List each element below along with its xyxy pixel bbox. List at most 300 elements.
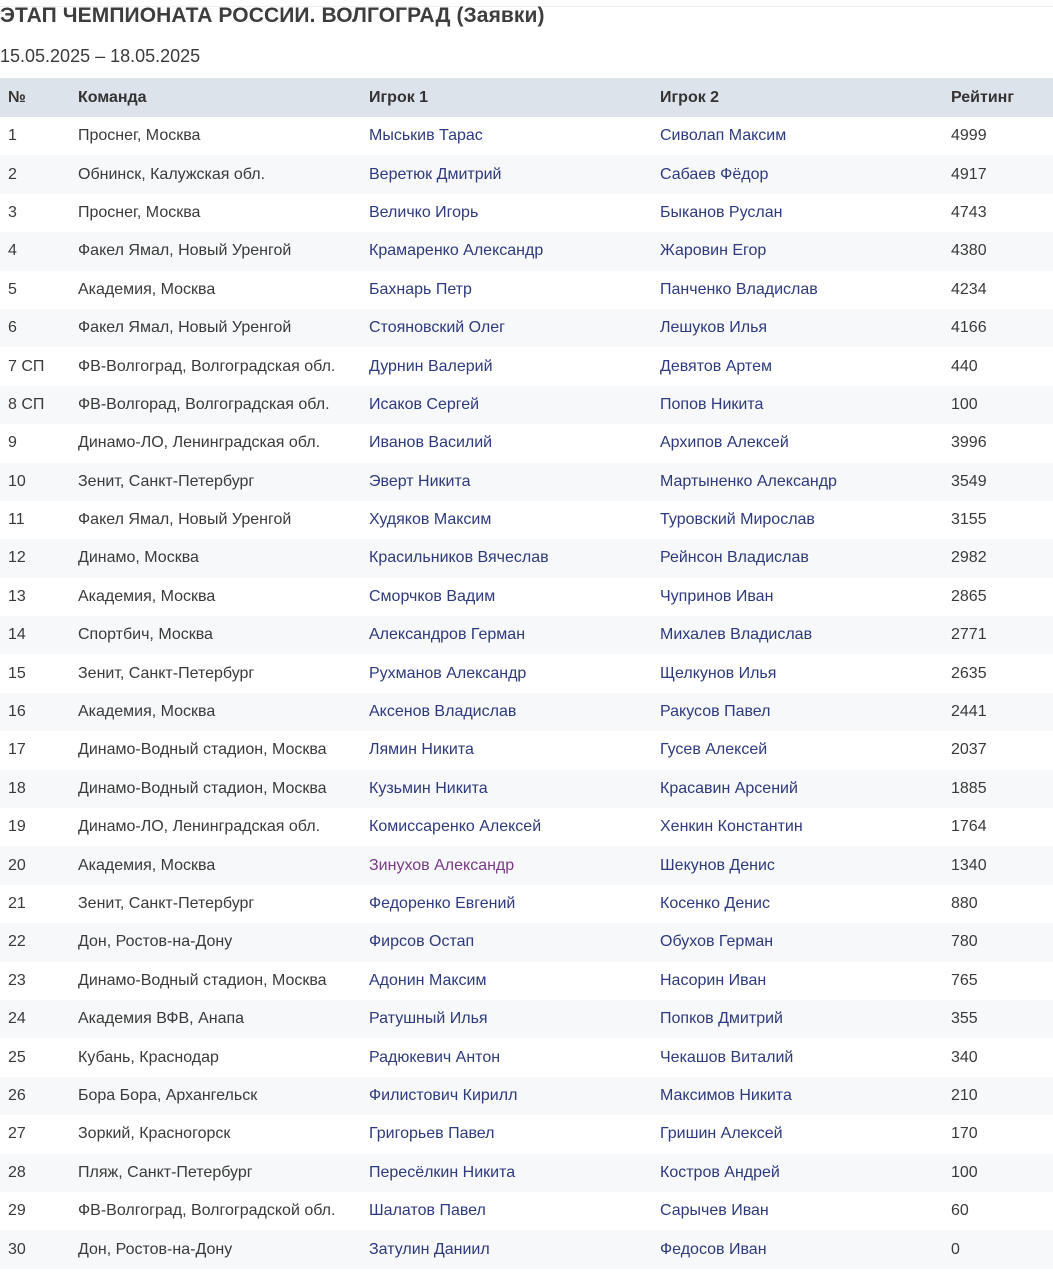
player2-cell [660,770,951,808]
row-number-text: 30 [8,1240,26,1258]
player2-link[interactable]: Рейнсон Владислав [660,549,809,567]
player2-cell [660,654,951,692]
player2-cell [660,463,951,501]
player1-link[interactable]: Григорьев Павел [369,1125,495,1143]
rating-value: 440 [951,357,978,375]
team-cell [78,1115,369,1153]
table-row [0,1154,1053,1192]
table-row [0,731,1053,769]
player2-cell [660,539,951,577]
row-number [0,1192,78,1230]
row-number-text: 14 [8,626,26,644]
row-number-text: 7 СП [8,357,45,375]
rating-cell [951,232,1053,270]
table-row [0,616,1053,654]
table-row [0,194,1053,232]
row-number [0,808,78,846]
player2-link[interactable]: Гусев Алексей [660,741,768,759]
player1-cell [369,1000,660,1038]
row-number-text: 2 [8,165,17,183]
player1-link[interactable]: Кузьмин Никита [369,779,488,797]
rating-cell [951,539,1053,577]
rating-value: 1885 [951,779,987,797]
table-row [0,1115,1053,1153]
team-name: Динамо-Водный стадион, Москва [78,741,327,759]
team-name: Обнинск, Калужская обл. [78,165,266,183]
team-name: Динамо, Москва [78,549,199,567]
rating-value: 2037 [951,741,987,759]
rating-cell [951,271,1053,309]
team-cell [78,693,369,731]
team-cell [78,424,369,462]
team-name: Динамо-Водный стадион, Москва [78,779,327,797]
player1-cell [369,155,660,193]
table-row [0,1192,1053,1230]
player1-link[interactable]: Комиссаренко Алексей [369,818,542,836]
table-row [0,424,1053,462]
row-number-text: 5 [8,280,17,298]
player1-link[interactable]: Аксенов Владислав [369,703,517,721]
rating-value: 4380 [951,242,987,260]
player2-cell [660,846,951,884]
player1-cell [369,1154,660,1192]
rating-cell [951,923,1053,961]
player2-link[interactable]: Михалев Владислав [660,626,813,644]
player1-cell [369,194,660,232]
player1-link[interactable]: Величко Игорь [369,203,479,221]
player2-cell [660,1115,951,1153]
player1-cell [369,386,660,424]
player2-link[interactable]: Чекашов Виталий [660,1048,794,1066]
row-number-text: 8 СП [8,395,45,413]
player1-link[interactable]: Мыськив Тарас [369,127,483,145]
player2-link[interactable]: Туровский Мирослав [660,511,815,529]
row-number [0,386,78,424]
row-number-text: 10 [8,472,26,490]
player2-cell [660,1000,951,1038]
rating-value: 4234 [951,280,987,298]
team-name: Зенит, Санкт-Петербург [78,472,255,490]
row-number-text: 9 [8,434,17,452]
row-number [0,962,78,1000]
row-number-text: 27 [8,1125,26,1143]
team-cell [78,386,369,424]
player1-link[interactable]: Красильников Вячеслав [369,549,549,567]
player2-link[interactable]: Насорин Иван [660,971,767,989]
player2-cell [660,232,951,270]
team-cell [78,578,369,616]
rating-value: 880 [951,895,978,912]
team-cell [78,731,369,769]
rating-cell [951,1154,1053,1192]
player2-link[interactable]: Быканов Руслан [660,203,783,221]
team-cell [78,1192,369,1230]
player1-cell [369,1038,660,1076]
rating-value: 1340 [951,856,987,874]
row-number-text: 28 [8,1163,26,1181]
row-number-text: 22 [8,933,26,951]
table-row [0,846,1053,884]
rating-value: 355 [951,1010,978,1028]
row-number-text: 15 [8,664,26,682]
row-number [0,271,78,309]
rating-cell [951,117,1053,155]
rating-value: 210 [951,1086,978,1104]
table-row [0,309,1053,347]
event-dates: 15.05.2025 – 18.05.2025 [0,46,201,66]
player1-cell [369,731,660,769]
rating-cell [951,693,1053,731]
rating-value: 4166 [951,319,987,337]
row-number [0,923,78,961]
team-cell [78,501,369,539]
team-cell [78,117,369,155]
row-number [0,731,78,769]
row-number-text: 19 [8,818,26,836]
table-row [0,386,1053,424]
row-number [0,770,78,808]
team-cell [78,808,369,846]
player2-cell [660,309,951,347]
row-number [0,693,78,731]
table-row [0,885,1053,923]
row-number [0,1077,78,1115]
player2-link[interactable]: Щелкунов Илья [660,664,777,682]
rating-value: 780 [951,933,978,951]
team-cell [78,271,369,309]
player1-link[interactable]: Александров Герман [369,626,526,644]
team-name: Зенит, Санкт-Петербург [78,664,255,682]
team-name: ФВ-Волгоград, Волгоградская обл. [78,357,336,375]
team-name: Зенит, Санкт-Петербург [78,895,255,912]
row-number-text: 29 [8,1202,26,1220]
row-number-text: 13 [8,587,26,605]
team-cell [78,1077,369,1115]
rating-cell [951,770,1053,808]
team-cell [78,155,369,193]
row-number [0,654,78,692]
row-number [0,424,78,462]
player2-cell [660,194,951,232]
player1-link[interactable]: Адонин Максим [369,971,487,989]
player1-link[interactable]: Радюкевич Антон [369,1048,501,1066]
player1-cell [369,846,660,884]
page-title: ЭТАП ЧЕМПИОНАТА РОССИИ. ВОЛГОГРАД (Заявки) [0,4,545,27]
team-name: Академия, Москва [78,703,216,721]
player1-link[interactable]: Сморчков Вадим [369,587,496,605]
player2-link[interactable]: Косенко Денис [660,895,770,912]
player2-link[interactable]: Ракусов Павел [660,703,771,721]
player1-link[interactable]: Рухманов Александр [369,664,527,682]
team-name: Кубань, Краснодар [78,1048,219,1066]
team-cell [78,1000,369,1038]
player1-link[interactable]: Иванов Василий [369,434,493,452]
rating-cell [951,501,1053,539]
player1-cell [369,1115,660,1153]
row-number-text: 6 [8,319,17,337]
rating-value: 4743 [951,203,987,221]
player1-cell [369,1077,660,1115]
player1-link[interactable]: Эверт Никита [369,472,471,490]
row-number [0,1038,78,1076]
player1-cell [369,578,660,616]
rating-value: 2771 [951,626,987,644]
player2-cell [660,1154,951,1192]
player1-link[interactable]: Ратушный Илья [369,1010,488,1028]
team-name: Зоркий, Красногорск [78,1125,231,1143]
player1-cell [369,1230,660,1268]
table-row [0,654,1053,692]
player2-cell [660,501,951,539]
team-name: Факел Ямал, Новый Уренгой [78,511,292,529]
player1-link[interactable]: Шалатов Павел [369,1202,486,1220]
player2-link[interactable]: Девятов Артем [660,357,772,375]
team-cell [78,846,369,884]
team-cell [78,463,369,501]
player1-link[interactable]: Крамаренко Александр [369,242,544,260]
row-number-text: 21 [8,895,26,912]
team-cell [78,923,369,961]
player1-link[interactable]: Зинухов Александр [369,856,515,874]
player2-link[interactable]: Сиволап Максим [660,127,787,145]
player2-cell [660,1077,951,1115]
player2-link[interactable]: Панченко Владислав [660,280,818,298]
player1-cell [369,424,660,462]
player1-cell [369,962,660,1000]
table-row [0,693,1053,731]
row-number-text: 24 [8,1010,26,1028]
team-name: Академия, Москва [78,856,216,874]
player1-cell [369,463,660,501]
team-name: Дон, Ростов-на-Дону [78,1240,233,1258]
rating-cell [951,155,1053,193]
row-number [0,309,78,347]
table-row [0,578,1053,616]
team-name: Академия, Москва [78,280,216,298]
rating-cell [951,463,1053,501]
player2-link[interactable]: Архипов Алексей [660,434,789,452]
player1-link[interactable]: Федоренко Евгений [369,895,516,912]
player2-link[interactable]: Максимов Никита [660,1086,792,1104]
table-row [0,1077,1053,1115]
player2-link[interactable]: Сарычев Иван [660,1202,769,1220]
player1-cell [369,693,660,731]
table-row [0,923,1053,961]
player1-link[interactable]: Веретюк Дмитрий [369,165,502,183]
rating-value: 2441 [951,703,987,721]
team-cell [78,962,369,1000]
player1-link[interactable]: Стояновский Олег [369,319,505,337]
team-name: Проснег, Москва [78,203,201,221]
team-name: Факел Ямал, Новый Уренгой [78,319,292,337]
rating-value: 3549 [951,472,987,490]
rating-cell [951,654,1053,692]
rating-cell [951,578,1053,616]
table-row [0,808,1053,846]
player2-link[interactable]: Федосов Иван [660,1240,767,1258]
team-cell [78,539,369,577]
player2-cell [660,1038,951,1076]
player2-cell [660,386,951,424]
team-cell [78,309,369,347]
table-row [0,539,1053,577]
row-number-text: 17 [8,741,26,759]
player1-link[interactable]: Лямин Никита [369,741,474,759]
player2-cell [660,923,951,961]
table-row [0,347,1053,385]
row-number-text: 16 [8,703,26,721]
team-cell [78,1154,369,1192]
row-number [0,194,78,232]
rating-cell [951,731,1053,769]
player2-cell [660,808,951,846]
rating-value: 765 [951,971,978,989]
player2-cell [660,1230,951,1268]
player2-link[interactable]: Мартыненко Александр [660,472,837,490]
player1-cell [369,770,660,808]
player2-link[interactable]: Шекунов Денис [660,856,775,874]
player1-link[interactable]: Бахнарь Петр [369,280,472,298]
player2-link[interactable]: Красавин Арсений [660,779,798,797]
player2-cell [660,616,951,654]
player2-cell [660,885,951,923]
team-cell [78,1038,369,1076]
team-name: Динамо-ЛО, Ленинградская обл. [78,434,321,452]
row-number-text: 26 [8,1086,26,1104]
player1-cell [369,232,660,270]
row-number [0,155,78,193]
player2-cell [660,347,951,385]
player1-cell [369,808,660,846]
team-cell [78,1230,369,1268]
entries-table [0,78,1053,1269]
table-row [0,232,1053,270]
row-number [0,1115,78,1153]
rating-value: 100 [951,1163,978,1181]
row-number-text: 12 [8,549,26,567]
team-name: Динамо-Водный стадион, Москва [78,971,327,989]
team-cell [78,770,369,808]
player1-link[interactable]: Исаков Сергей [369,395,480,413]
rating-cell [951,1038,1053,1076]
table-row [0,463,1053,501]
rating-value: 2982 [951,549,987,567]
rating-cell [951,846,1053,884]
table-row [0,962,1053,1000]
row-number-text: 4 [8,242,17,260]
row-number [0,501,78,539]
row-number [0,846,78,884]
row-number [0,1230,78,1268]
table-row [0,1038,1053,1076]
rating-cell [951,808,1053,846]
rating-cell [951,1230,1053,1268]
rating-cell [951,194,1053,232]
player2-link[interactable]: Жаровин Егор [660,242,767,260]
rating-value: 340 [951,1048,978,1066]
row-number [0,117,78,155]
rating-value: 3155 [951,511,987,529]
player2-link[interactable]: Костров Андрей [660,1163,780,1181]
column-header-team: Команда [78,88,147,106]
team-name: Спортбич, Москва [78,626,213,644]
team-name: Бора Бора, Архангельск [78,1086,258,1104]
row-number [0,463,78,501]
player1-link[interactable]: Пересёлкин Никита [369,1163,516,1181]
player2-link[interactable]: Гришин Алексей [660,1125,783,1143]
rating-cell [951,1077,1053,1115]
team-cell [78,194,369,232]
row-number [0,1154,78,1192]
team-name: Динамо-ЛО, Ленинградская обл. [78,818,321,836]
rating-cell [951,347,1053,385]
rating-value: 100 [951,395,978,413]
player2-cell [660,271,951,309]
player1-link[interactable]: Затулин Даниил [369,1240,490,1258]
player2-link[interactable]: Чупринов Иван [660,587,774,605]
row-number-text: 1 [8,127,17,145]
rating-cell [951,885,1053,923]
player1-cell [369,1192,660,1230]
player1-cell [369,539,660,577]
rating-value: 2635 [951,664,987,682]
rating-cell [951,616,1053,654]
row-number [0,578,78,616]
table-row [0,271,1053,309]
player1-cell [369,923,660,961]
team-cell [78,347,369,385]
player2-link[interactable]: Попков Дмитрий [660,1010,783,1028]
rating-cell [951,309,1053,347]
player1-link[interactable]: Худяков Максим [369,511,492,529]
player2-link[interactable]: Сабаев Фёдор [660,165,769,183]
column-header-player1: Игрок 1 [369,88,429,106]
player1-cell [369,347,660,385]
player1-link[interactable]: Фирсов Остап [369,933,475,951]
rating-value: 4999 [951,127,987,145]
player2-link[interactable]: Попов Никита [660,395,764,413]
rating-value: 1764 [951,818,987,836]
player2-link[interactable]: Хенкин Константин [660,818,803,836]
column-header-player2: Игрок 2 [660,88,720,106]
rating-cell [951,386,1053,424]
player2-cell [660,731,951,769]
player1-cell [369,309,660,347]
player2-cell [660,117,951,155]
player1-link[interactable]: Филистович Кирилл [369,1086,518,1104]
row-number [0,347,78,385]
team-name: ФВ-Волгорад, Волгоградская обл. [78,395,330,413]
team-name: Факел Ямал, Новый Уренгой [78,242,292,260]
table-row [0,501,1053,539]
row-number [0,616,78,654]
row-number [0,539,78,577]
row-number-text: 25 [8,1048,26,1066]
team-name: Проснег, Москва [78,127,201,145]
column-header-number: № [8,88,26,106]
player2-link[interactable]: Обухов Герман [660,933,774,951]
rating-value: 60 [951,1202,969,1220]
rating-cell [951,1000,1053,1038]
player2-link[interactable]: Лешуков Илья [660,319,768,337]
rating-cell [951,1192,1053,1230]
team-name: Академия ВФВ, Анапа [78,1010,245,1028]
rating-cell [951,424,1053,462]
player1-cell [369,117,660,155]
table-row [0,1000,1053,1038]
player1-link[interactable]: Дурнин Валерий [369,357,493,375]
rating-value: 4917 [951,165,987,183]
